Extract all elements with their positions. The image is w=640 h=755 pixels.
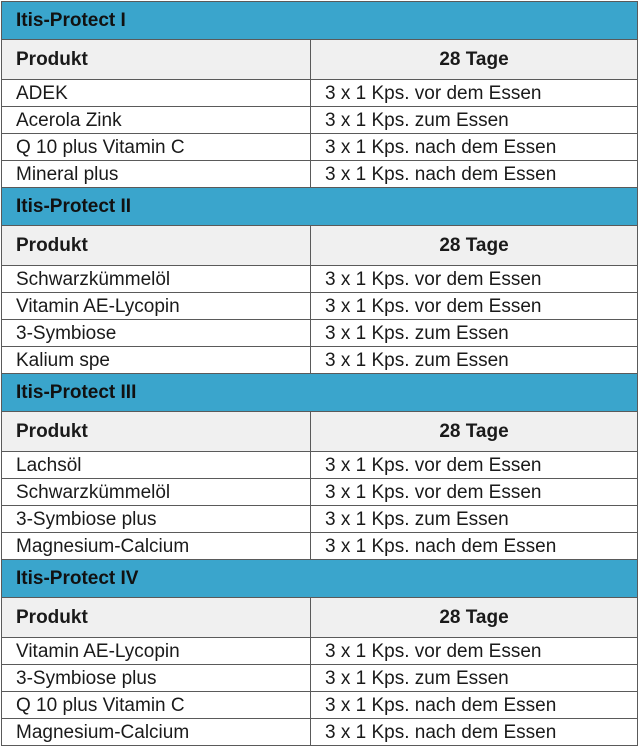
dosage-cell: 3 x 1 Kps. zum Essen bbox=[311, 665, 638, 692]
product-cell: Vitamin AE-Lycopin bbox=[2, 293, 311, 320]
table-row bbox=[2, 452, 638, 479]
dosage-cell: 3 x 1 Kps. vor dem Essen bbox=[311, 80, 638, 107]
section-title: Itis-Protect III bbox=[2, 374, 638, 412]
table-row bbox=[2, 506, 638, 533]
column-header-duration: 28 Tage bbox=[311, 412, 638, 452]
section-title-row bbox=[2, 188, 638, 226]
table-row bbox=[2, 161, 638, 188]
section-title: Itis-Protect II bbox=[2, 188, 638, 226]
dosage-cell: 3 x 1 Kps. nach dem Essen bbox=[311, 161, 638, 188]
product-cell: Vitamin AE-Lycopin bbox=[2, 638, 311, 665]
table-header-row bbox=[2, 226, 638, 266]
product-cell: Schwarzkümmelöl bbox=[2, 266, 311, 293]
column-header-product: Produkt bbox=[2, 412, 311, 452]
product-cell: Q 10 plus Vitamin C bbox=[2, 692, 311, 719]
section-title: Itis-Protect IV bbox=[2, 560, 638, 598]
table-row bbox=[2, 80, 638, 107]
column-header-duration: 28 Tage bbox=[311, 598, 638, 638]
table-row bbox=[2, 719, 638, 746]
product-cell: Acerola Zink bbox=[2, 107, 311, 134]
table-header-row bbox=[2, 412, 638, 452]
dosage-cell: 3 x 1 Kps. vor dem Essen bbox=[311, 452, 638, 479]
table-row bbox=[2, 320, 638, 347]
column-header-product: Produkt bbox=[2, 40, 311, 80]
product-cell: Magnesium-Calcium bbox=[2, 719, 311, 746]
product-cell: Q 10 plus Vitamin C bbox=[2, 134, 311, 161]
product-cell: Magnesium-Calcium bbox=[2, 533, 311, 560]
dosage-cell: 3 x 1 Kps. vor dem Essen bbox=[311, 266, 638, 293]
table-row bbox=[2, 347, 638, 374]
table-row bbox=[2, 665, 638, 692]
dosage-cell: 3 x 1 Kps. vor dem Essen bbox=[311, 479, 638, 506]
column-header-duration: 28 Tage bbox=[311, 226, 638, 266]
table-row bbox=[2, 266, 638, 293]
product-cell: Lachsöl bbox=[2, 452, 311, 479]
dosage-cell: 3 x 1 Kps. vor dem Essen bbox=[311, 293, 638, 320]
column-header-product: Produkt bbox=[2, 598, 311, 638]
product-cell: Schwarzkümmelöl bbox=[2, 479, 311, 506]
table-header-row bbox=[2, 598, 638, 638]
table-row bbox=[2, 692, 638, 719]
dosage-cell: 3 x 1 Kps. zum Essen bbox=[311, 506, 638, 533]
table-header-row bbox=[2, 40, 638, 80]
dosage-cell: 3 x 1 Kps. zum Essen bbox=[311, 320, 638, 347]
table-row bbox=[2, 479, 638, 506]
dosage-cell: 3 x 1 Kps. vor dem Essen bbox=[311, 638, 638, 665]
dosage-cell: 3 x 1 Kps. nach dem Essen bbox=[311, 533, 638, 560]
dosage-document bbox=[1, 1, 639, 753]
product-cell: 3-Symbiose bbox=[2, 320, 311, 347]
dosage-cell: 3 x 1 Kps. zum Essen bbox=[311, 107, 638, 134]
section-title-row bbox=[2, 560, 638, 598]
table-row bbox=[2, 134, 638, 161]
column-header-product: Produkt bbox=[2, 226, 311, 266]
dosage-table bbox=[1, 1, 638, 746]
dosage-cell: 3 x 1 Kps. nach dem Essen bbox=[311, 719, 638, 746]
column-header-duration: 28 Tage bbox=[311, 40, 638, 80]
dosage-cell: 3 x 1 Kps. nach dem Essen bbox=[311, 692, 638, 719]
product-cell: Mineral plus bbox=[2, 161, 311, 188]
product-cell: 3-Symbiose plus bbox=[2, 506, 311, 533]
section-title: Itis-Protect I bbox=[2, 2, 638, 40]
section-title-row bbox=[2, 374, 638, 412]
table-row bbox=[2, 638, 638, 665]
product-cell: Kalium spe bbox=[2, 347, 311, 374]
product-cell: 3-Symbiose plus bbox=[2, 665, 311, 692]
dosage-cell: 3 x 1 Kps. nach dem Essen bbox=[311, 134, 638, 161]
table-row bbox=[2, 533, 638, 560]
table-row bbox=[2, 293, 638, 320]
dosage-cell: 3 x 1 Kps. zum Essen bbox=[311, 347, 638, 374]
section-title-row bbox=[2, 2, 638, 40]
table-row bbox=[2, 107, 638, 134]
product-cell: ADEK bbox=[2, 80, 311, 107]
